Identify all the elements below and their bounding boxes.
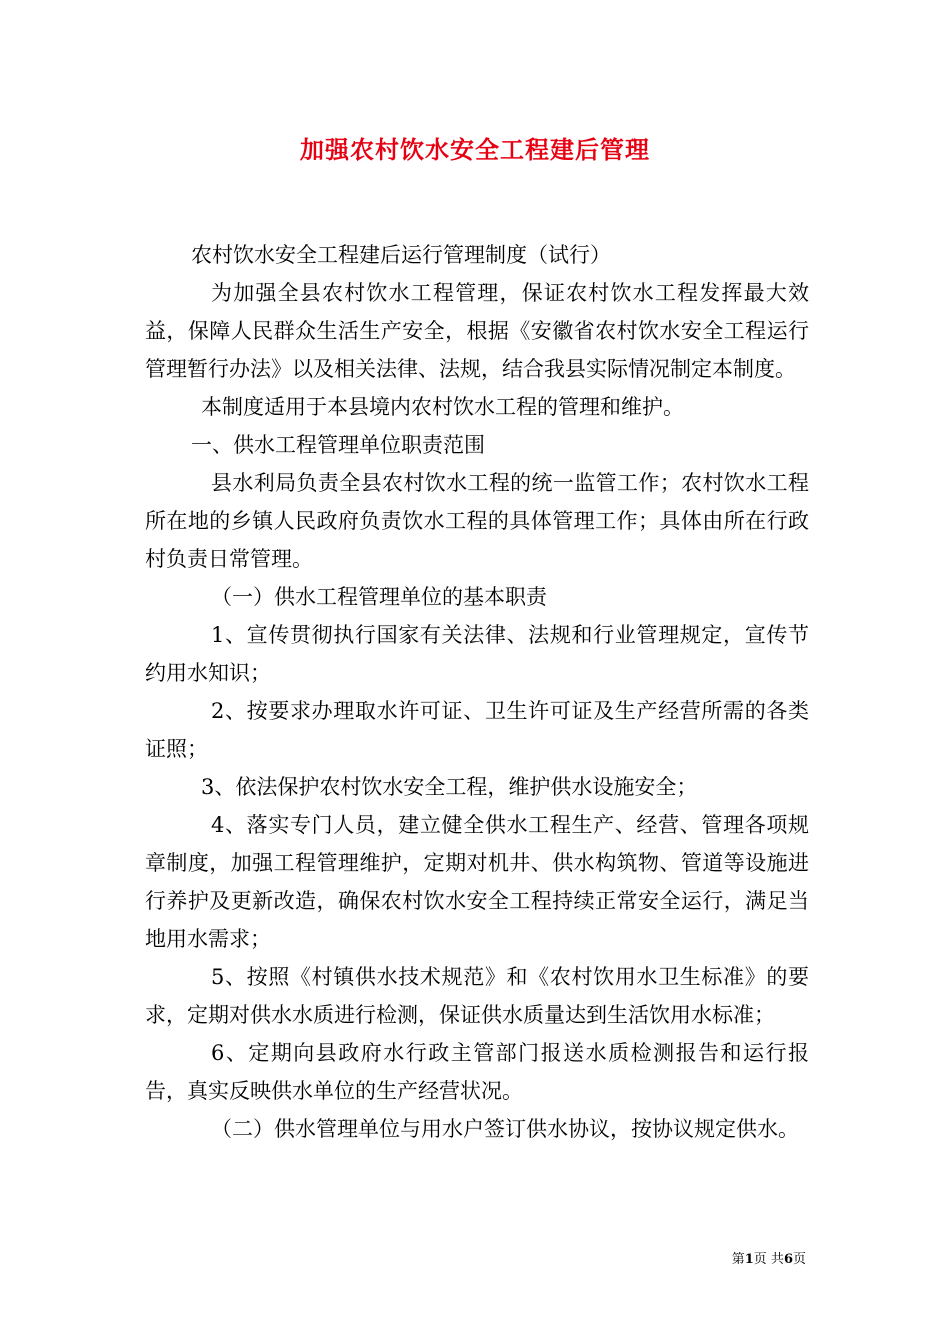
list-item: 4、落实专门人员，建立健全供水工程生产、经营、管理各项规章制度，加强工程管理维护，定期对机井、供水构筑物、管道等设施进行养护及更新改造，确保农村饮水安全工程持续正常安全运行，满足当地用水需求； [145,813,809,951]
paragraph-subtitle: 农村饮水安全工程建后运行管理制度（试行） [191,243,611,267]
paragraph: 县水利局负责全县农村饮水工程的统一监管工作；农村饮水工程所在地的乡镇人民政府负责饮水工程的具体管理工作；具体由所在行政村负责日常管理。 [145,471,809,571]
subsection-heading: （二）供水管理单位与用水户签订供水协议，按协议规定供水。 [211,1117,799,1141]
paragraph: 本制度适用于本县境内农村饮水工程的管理和维护。 [201,395,684,419]
footer-prefix: 第 [731,1252,745,1267]
paragraph: 为加强全县农村饮水工程管理，保证农村饮水工程发挥最大效益，保障人民群众生活生产安全，根据《安徽省农村饮水安全工程运行管理暂行办法》以及相关法律、法规，结合我县实际情况制定本制度。 [145,281,809,381]
subsection-heading: （一）供水工程管理单位的基本职责 [211,585,547,609]
list-item: 6、定期向县政府水行政主管部门报送水质检测报告和运行报告，真实反映供水单位的生产经营状况。 [145,1041,809,1103]
list-item: 1、宣传贯彻执行国家有关法律、法规和行业管理规定，宣传节约用水知识； [145,623,809,685]
footer-suffix: 页 [792,1252,806,1267]
footer-middle: 页 共 [753,1252,784,1267]
section-heading: 一、供水工程管理单位职责范围 [191,433,485,457]
list-item: 2、按要求办理取水许可证、卫生许可证及生产经营所需的各类证照； [145,699,809,761]
list-item: 3、依法保护农村饮水安全工程，维护供水设施安全； [201,775,698,799]
page-footer [732,1248,806,1267]
list-item: 5、按照《村镇供水技术规范》和《农村饮用水卫生标准》的要求，定期对供水水质进行检测，保证供水质量达到生活饮用水标准； [145,965,809,1027]
document-body [145,236,809,1148]
document-title: 加强农村饮水安全工程建后管理 [300,135,650,164]
current-page-number: 1 [744,1252,754,1267]
total-page-number: 6 [783,1252,793,1267]
